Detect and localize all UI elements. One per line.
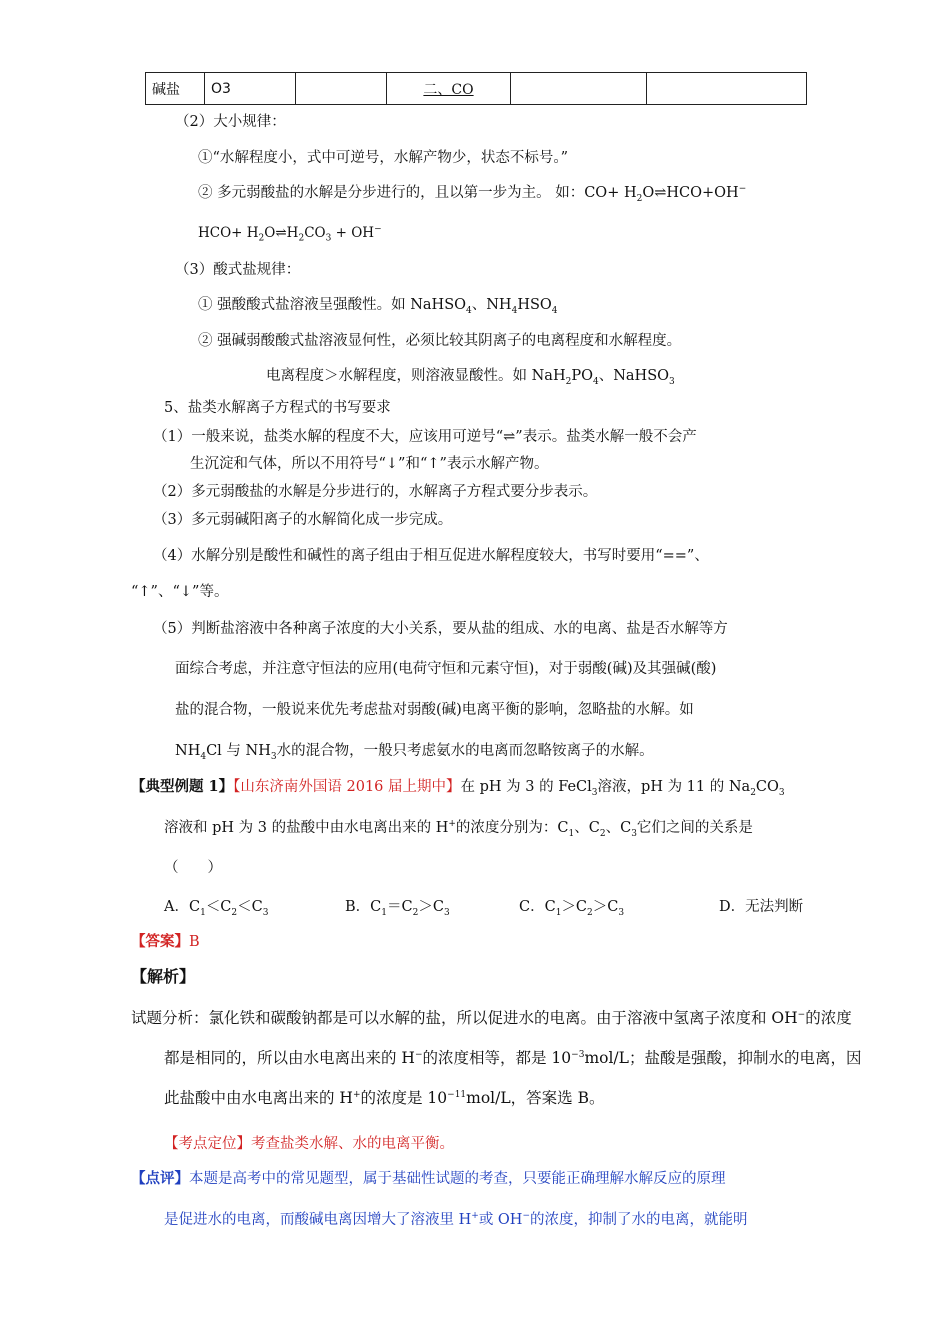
table-cell — [511, 73, 647, 105]
section5-p4a: （4）水解分别是酸性和碱性的离子组由于相互促进水解程度较大，书写时要用“==”、 — [153, 548, 709, 564]
answer-tag: 【答案】 — [131, 933, 189, 950]
option-b: B．$C_1=C_2>C_3$ — [345, 899, 450, 918]
answer-value: B — [189, 934, 200, 950]
rule2-item1: ①“水解程度小，式中可逆号，水解产物少，状态不标号。” — [198, 150, 569, 166]
table-cell — [387, 73, 511, 105]
rule3-item3: 电离程度＞水解程度，则溶液显酸性。如 $NaH_2PO_4$、NaHSO$_3$ — [266, 368, 675, 387]
dianping-line2: 是促进水的电离，而酸碱电离因增大了溶液里 H+或 OH−的浓度，抑制了水的电离，就能明 — [164, 1211, 748, 1228]
table-cell — [647, 73, 807, 105]
table-cell: O3 — [205, 73, 296, 105]
option-a: A．$C_1<C_2<C_3$ — [164, 899, 269, 918]
example-source: 【山东济南外国语 2016 届上期中】 — [233, 779, 461, 795]
rule3-item2: ② 强碱弱酸酸式盐溶液显何性，必须比较其阴离子的电离程度和水解程度。 — [198, 333, 682, 349]
rule2-item2: ② 多元弱酸盐的水解是分步进行的，且以第一步为主。 如：$CO+ H_2O\rightleftharpoons HCO+OH^-$ — [198, 184, 747, 204]
example-tag: 【典型例题 1】 — [131, 778, 234, 795]
section5-p5a: （5）判断盐溶液中各种离子浓度的大小关系，要从盐的组成、水的电离、盐是否水解等方 — [153, 621, 728, 637]
rule2-heading: （2）大小规律： — [175, 114, 286, 130]
example-question-line1: 【典型例题 1】【山东济南外国语 2016 届上期中】在 pH 为 3 的 FeCl$_3$溶液，pH 为 11 的 $Na_2CO_3$ — [131, 778, 785, 798]
section5-heading: 5、盐类水解离子方程式的书写要求 — [164, 400, 391, 416]
analysis-line1: 试题分析：氯化铁和碳酸钠都是可以水解的盐，所以促进水的电离。由于溶液中氢离子浓度和 OH−的浓度 — [131, 1009, 852, 1027]
analysis-tag: 【解析】 — [131, 967, 196, 986]
section5-p5d: $NH_4Cl$ 与 $NH_3$水的混合物，一般只考虑氨水的电离而忽略铵离子的水解。 — [175, 743, 654, 762]
option-c: C．$C_1>C_2>C_3$ — [519, 899, 625, 918]
section5-p3: （3）多元弱碱阳离子的水解简化成一步完成。 — [153, 512, 453, 528]
table-cell-text: 二、CO — [423, 81, 474, 98]
kaodian-line: 【考点定位】考查盐类水解、水的电离平衡。 — [164, 1136, 454, 1152]
table-cell — [296, 73, 387, 105]
option-d: D．无法判断 — [719, 899, 804, 915]
example-paren: （ ） — [164, 860, 222, 876]
table-row — [146, 73, 807, 105]
answer-line — [131, 932, 200, 952]
salt-table — [145, 72, 807, 105]
dianping-line1: 【点评】本题是高考中的常见题型，属于基础性试题的考查，只要能正确理解水解反应的原理 — [131, 1170, 726, 1187]
section5-p5b: 面综合考虑，并注意守恒法的应用(电荷守恒和元素守恒)，对于弱酸(碱)及其强碱(酸) — [175, 661, 717, 677]
section5-p5c: 盐的混合物，一般说来优先考虑盐对弱酸(碱)电离平衡的影响，忽略盐的水解。如 — [175, 702, 694, 718]
section5-p4b: “↑”、“↓”等。 — [131, 584, 229, 600]
rule3-heading: （3）酸式盐规律： — [175, 262, 301, 278]
analysis-line3: 此盐酸中由水电离出来的 H+的浓度是 $10^{-11}mol/L$，答案选 B。 — [164, 1089, 605, 1107]
table-cell: 碱盐 — [146, 73, 205, 105]
rule2-equation: $HCO+ H_2O\rightleftharpoons H_2CO_3 + OH^-$ — [198, 224, 382, 244]
section5-p1b: 生沉淀和气体，所以不用符号“↓”和“↑”表示水解产物。 — [190, 456, 549, 472]
analysis-line2: 都是相同的，所以由水电离出来的 H−的浓度相等，都是 $10^{-3}mol/L$；盐酸是强酸，抑制水的电离，因 — [164, 1049, 862, 1067]
section5-p2: （2）多元弱酸盐的水解是分步进行的，水解离子方程式要分步表示。 — [153, 484, 598, 500]
rule3-item1: ① 强酸酸式盐溶液呈强酸性。如 NaHSO$_4$、$NH_4HSO_4$ — [198, 297, 558, 316]
section5-p1a: （1）一般来说，盐类水解的程度不大，应该用可逆号“⇌”表示。盐类水解一般不会产 — [153, 429, 697, 445]
dianping-tag: 【点评】 — [131, 1170, 189, 1187]
example-question-line2: 溶液和 pH 为 3 的盐酸中由水电离出来的 H+的浓度分别为：$C_1$、$C_2$、$C_3$它们之间的关系是 — [164, 819, 753, 839]
